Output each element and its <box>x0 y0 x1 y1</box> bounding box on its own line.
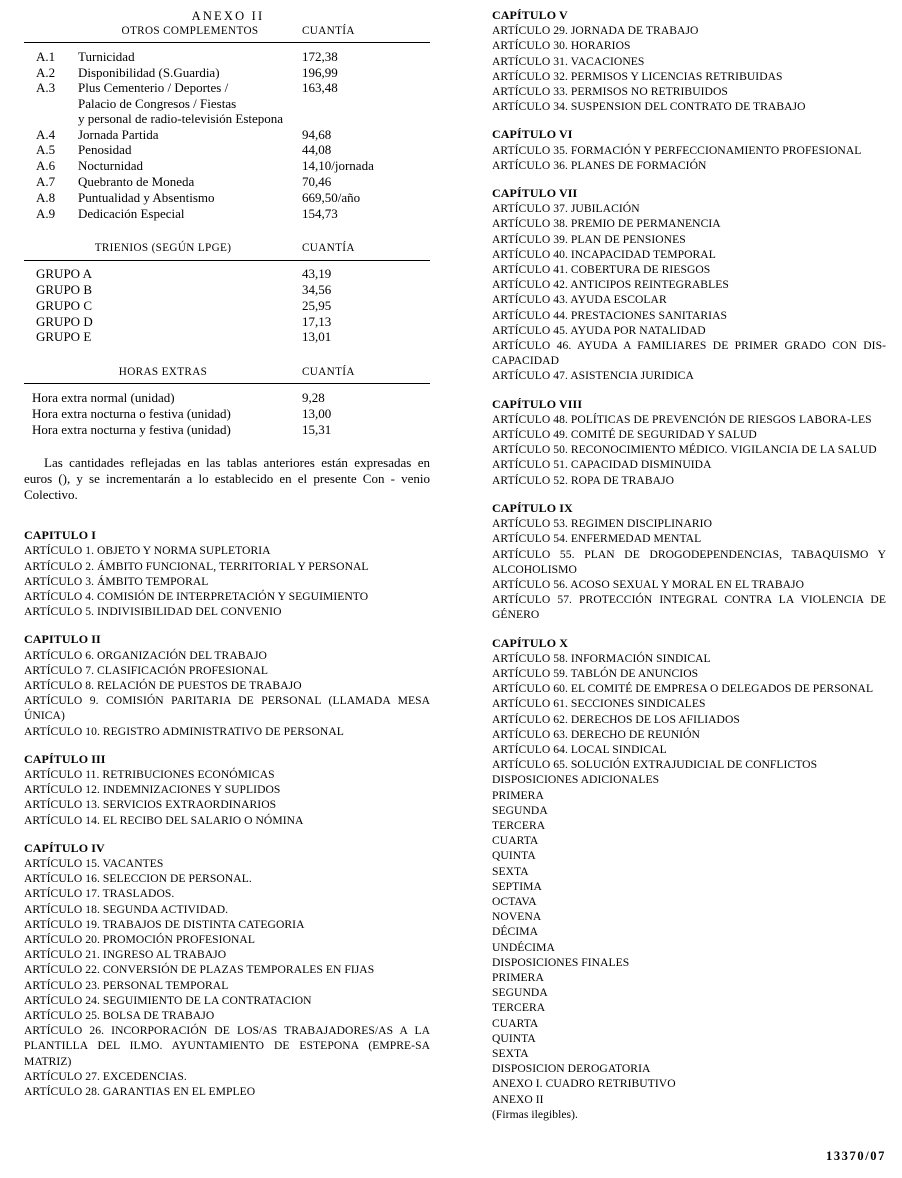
table-trienios <box>24 241 430 345</box>
chapter-heading: CAPÍTULO VIII <box>492 396 583 411</box>
chapter-heading: CAPITULO I <box>24 528 97 543</box>
index-entry: ARTÍCULO 33. PERMISOS NO RETRIBUIDOS <box>492 85 728 99</box>
row-name-line-2: Palacio de Congresos / Fiestas <box>78 95 237 111</box>
index-entry: ARTÍCULO 26. INCORPORACIÓN DE LOS/AS TRABAJADORES/AS A LA PLANTILLA DEL ILMO. AYUNTAMIENTO DE ESTEPONA (EMPRE-SA MATRIZ) <box>24 1024 430 1068</box>
reference-code: 13370/07 <box>825 1149 886 1163</box>
index-entry: ARTÍCULO 21. INGRESO AL TRABAJO <box>24 948 227 962</box>
row-name: Penosidad <box>78 142 132 158</box>
horizontal-rule <box>24 383 430 384</box>
row-amount: 9,28 <box>302 389 325 405</box>
index-entry: ARTÍCULO 3. ÁMBITO TEMPORAL <box>24 574 209 588</box>
row-name: Disponibilidad (S.Guardia) <box>78 64 220 80</box>
table-row <box>24 190 430 206</box>
row-name: Jornada Partida <box>78 126 159 142</box>
table-row <box>24 314 430 330</box>
index-entry: ARTÍCULO 18. SEGUNDA ACTIVIDAD. <box>24 902 229 916</box>
chapter-heading: CAPÍTULO III <box>24 751 106 766</box>
chapter-heading: CAPÍTULO IV <box>24 840 105 855</box>
index-entry: CUARTA <box>492 1016 539 1030</box>
index-entry: CUARTA <box>492 834 539 848</box>
index-entry: ARTÍCULO 30. HORARIOS <box>492 39 631 53</box>
index-entry: ARTÍCULO 40. INCAPACIDAD TEMPORAL <box>492 247 716 261</box>
row-name: Hora extra nocturna y festiva (unidad) <box>32 421 231 437</box>
row-amount: 25,95 <box>302 297 332 313</box>
row-amount: 669,50/año <box>302 189 361 205</box>
index-entry: ARTÍCULO 51. CAPACIDAD DISMINUIDA <box>492 458 712 472</box>
index-entry: ARTÍCULO 12. INDEMNIZACIONES Y SUPLIDOS <box>24 783 281 797</box>
index-entry: ARTÍCULO 56. ACOSO SEXUAL Y MORAL EN EL TRABAJO <box>492 577 805 591</box>
row-name: Puntualidad y Absentismo <box>78 189 215 205</box>
index-entry: DÉCIMA <box>492 925 539 939</box>
index-entry: PRIMERA <box>492 788 544 802</box>
column-header-amount: CUANTÍA <box>302 25 355 37</box>
index-entry: ARTÍCULO 47. ASISTENCIA JURIDICA <box>492 369 694 383</box>
index-entry: ARTÍCULO 63. DERECHO DE REUNIÓN <box>492 727 700 741</box>
row-name: GRUPO C <box>36 297 92 313</box>
header-spacer <box>24 24 78 42</box>
index-entry: ARTÍCULO 45. AYUDA POR NATALIDAD <box>492 323 706 337</box>
index-entry: ARTÍCULO 22. CONVERSIÓN DE PLAZAS TEMPORALES EN FIJAS <box>24 963 375 977</box>
index-entry: ARTÍCULO 43. AYUDA ESCOLAR <box>492 293 667 307</box>
row-name: GRUPO D <box>36 313 93 329</box>
index-entry: ARTÍCULO 41. COBERTURA DE RIESGOS <box>492 263 711 277</box>
index-entry: ARTÍCULO 50. RECONOCIMIENTO MÉDICO. VIGILANCIA DE LA SALUD <box>492 443 877 457</box>
index-entry: ARTÍCULO 31. VACACIONES <box>492 54 645 68</box>
row-code: A.1 <box>36 48 56 64</box>
table-row <box>24 80 430 126</box>
column-header-amount: CUANTÍA <box>302 366 355 379</box>
column-header-label: OTROS COMPLEMENTOS <box>121 25 259 37</box>
index-entry: DISPOSICIONES FINALES <box>492 955 630 969</box>
row-amount: 163,48 <box>302 80 338 96</box>
row-amount: 94,68 <box>302 126 332 142</box>
index-entry: ARTÍCULO 32. PERMISOS Y LICENCIAS RETRIBUIDAS <box>492 69 783 83</box>
row-name: GRUPO E <box>36 329 92 345</box>
row-name: Nocturnidad <box>78 158 143 174</box>
index-entry: SEXTA <box>492 864 529 878</box>
table-row <box>24 298 430 314</box>
row-name: Hora extra normal (unidad) <box>32 389 175 405</box>
row-name-line-3: y personal de radio-televisión Estepona <box>78 110 284 126</box>
table-row <box>24 422 430 438</box>
index-entry: ARTÍCULO 49. COMITÉ DE SEGURIDAD Y SALUD <box>492 428 757 442</box>
index-entry: ARTÍCULO 6. ORGANIZACIÓN DEL TRABAJO <box>24 648 267 662</box>
table-row <box>24 174 430 190</box>
index-entry: DISPOSICIONES ADICIONALES <box>492 773 660 787</box>
chapter-heading: CAPITULO II <box>24 632 101 647</box>
row-amount: 172,38 <box>302 48 338 64</box>
table-header-row <box>24 241 430 259</box>
row-code: A.4 <box>36 126 56 142</box>
row-code: A.3 <box>36 80 56 96</box>
right-column <box>492 0 886 1122</box>
index-entry: SEXTA <box>492 1047 529 1060</box>
index-left <box>24 528 430 1099</box>
index-entry: ARTÍCULO 13. SERVICIOS EXTRAORDINARIOS <box>24 798 277 812</box>
index-entry: SEGUNDA <box>492 803 548 817</box>
index-entry: ARTÍCULO 27. EXCEDENCIAS. <box>24 1069 187 1083</box>
horizontal-rule <box>24 42 430 43</box>
table-row <box>24 49 430 65</box>
table-otros-complementos <box>24 24 430 221</box>
index-entry: QUINTA <box>492 849 536 863</box>
row-amount: 154,73 <box>302 205 338 221</box>
index-entry: ARTÍCULO 8. RELACIÓN DE PUESTOS DE TRABAJO <box>24 678 302 692</box>
row-code: A.7 <box>36 173 56 189</box>
index-entry: ARTÍCULO 42. ANTICIPOS REINTEGRABLES <box>492 278 729 292</box>
header-rule-cell <box>24 42 430 49</box>
index-entry: ARTÍCULO 23. PERSONAL TEMPORAL <box>24 978 229 992</box>
table-row <box>24 282 430 298</box>
row-name: Dedicación Especial <box>78 205 185 221</box>
row-name-line-1: Plus Cementerio / Deportes / <box>78 80 229 96</box>
table-header-row <box>24 365 430 383</box>
row-name: Hora extra nocturna o festiva (unidad) <box>32 405 231 421</box>
table-header-row <box>24 24 430 42</box>
table-row <box>24 65 430 81</box>
index-entry: ARTÍCULO 62. DERECHOS DE LOS AFILIADOS <box>492 712 740 726</box>
row-amount: 15,31 <box>302 421 332 437</box>
table-row <box>24 127 430 143</box>
index-entry: ARTÍCULO 16. SELECCION DE PERSONAL. <box>24 872 252 886</box>
row-code: A.2 <box>36 64 56 80</box>
table-row <box>24 406 430 422</box>
row-amount: 44,08 <box>302 142 332 158</box>
row-amount: 70,46 <box>302 173 332 189</box>
index-entry: ARTÍCULO 19. TRABAJOS DE DISTINTA CATEGORIA <box>24 917 305 931</box>
row-name-multiline <box>78 80 302 126</box>
row-name: Quebranto de Moneda <box>78 173 195 189</box>
row-code: A.8 <box>36 189 56 205</box>
table-row <box>24 142 430 158</box>
index-entry: ARTÍCULO 58. INFORMACIÓN SINDICAL <box>492 651 711 665</box>
table-row <box>24 266 430 282</box>
header-rule-row <box>24 42 430 49</box>
index-entry: TERCERA <box>492 1001 546 1015</box>
row-amount: 14,10/jornada <box>302 158 374 174</box>
index-entry: ARTÍCULO 46. AYUDA A FAMILIARES DE PRIMER GRADO CON DIS-CAPACIDAD <box>492 339 886 368</box>
header-rule-row <box>24 383 430 390</box>
row-name: Turnicidad <box>78 48 135 64</box>
column-header-label: HORAS EXTRAS <box>118 366 208 379</box>
index-entry: ARTÍCULO 55. PLAN DE DROGODEPENDENCIAS, TABAQUISMO Y ALCOHOLISMO <box>492 547 886 576</box>
index-entry: ARTÍCULO 38. PREMIO DE PERMANENCIA <box>492 217 721 231</box>
index-entry: ARTÍCULO 20. PROMOCIÓN PROFESIONAL <box>24 933 255 946</box>
row-amount: 34,56 <box>302 281 332 297</box>
horizontal-rule <box>24 260 430 261</box>
index-entry: OCTAVA <box>492 894 537 908</box>
index-entry: ARTÍCULO 57. PROTECCIÓN INTEGRAL CONTRA LA VIOLENCIA DE GÉNERO <box>492 593 886 622</box>
index-entry: ARTÍCULO 44. PRESTACIONES SANITARIAS <box>492 308 727 322</box>
chapter-heading: CAPÍTULO V <box>492 8 568 22</box>
index-entry: ARTÍCULO 60. EL COMITÉ DE EMPRESA O DELEGADOS DE PERSONAL <box>492 682 874 696</box>
index-entry: UNDÉCIMA <box>492 940 555 954</box>
row-code: A.9 <box>36 205 56 221</box>
index-entry: NOVENA <box>492 910 542 924</box>
row-name: GRUPO B <box>36 281 92 297</box>
index-entry: ARTÍCULO 59. TABLÓN DE ANUNCIOS <box>492 666 699 680</box>
index-entry: ARTÍCULO 36. PLANES DE FORMACIÓN <box>492 158 707 172</box>
index-entry: ARTÍCULO 29. JORNADA DE TRABAJO <box>492 24 699 38</box>
index-entry: ARTÍCULO 4. COMISIÓN DE INTERPRETACIÓN Y SEGUIMIENTO <box>24 589 369 603</box>
index-entry: ARTÍCULO 54. ENFERMEDAD MENTAL <box>492 532 702 546</box>
index-entry: DISPOSICION DEROGATORIA <box>492 1062 651 1076</box>
index-entry: ARTÍCULO 61. SECCIONES SINDICALES <box>492 697 706 711</box>
index-entry: ARTÍCULO 17. TRASLADOS. <box>24 887 175 901</box>
index-entry: ARTÍCULO 10. REGISTRO ADMINISTRATIVO DE PERSONAL <box>24 724 344 738</box>
table-row <box>24 158 430 174</box>
row-code: A.5 <box>36 142 56 158</box>
left-column <box>24 0 430 1099</box>
index-entry: SEGUNDA <box>492 986 548 1000</box>
row-amount: 196,99 <box>302 64 338 80</box>
chapter-heading: CAPÍTULO X <box>492 635 569 650</box>
index-entry: ARTÍCULO 65. SOLUCIÓN EXTRAJUDICIAL DE CONFLICTOS <box>492 758 818 772</box>
index-entry: ARTÍCULO 37. JUBILACIÓN <box>492 202 640 216</box>
index-entry: ARTÍCULO 1. OBJETO Y NORMA SUPLETORIA <box>24 544 271 558</box>
column-header-amount: CUANTÍA <box>302 242 355 255</box>
index-entry: QUINTA <box>492 1031 536 1045</box>
header-rule-cell <box>24 260 430 267</box>
index-entry: ARTÍCULO 15. VACANTES <box>24 856 164 870</box>
header-rule-row <box>24 260 430 267</box>
table-gap <box>24 221 430 241</box>
table-gap <box>24 345 430 365</box>
table-row <box>24 390 430 406</box>
row-amount: 17,13 <box>302 313 332 329</box>
row-name: GRUPO A <box>36 266 92 282</box>
index-entry: ARTÍCULO 9. COMISIÓN PARITARIA DE PERSONAL (LLAMADA MESA ÚNICA) <box>24 694 430 723</box>
column-header-label: TRIENIOS (SEGÚN LPGE) <box>94 242 232 255</box>
index-entry: ARTÍCULO 28. GARANTIAS EN EL EMPLEO <box>24 1085 256 1099</box>
index-entry: ARTÍCULO 52. ROPA DE TRABAJO <box>492 473 675 487</box>
index-entry: ARTÍCULO 5. INDIVISIBILIDAD DEL CONVENIO <box>24 605 282 619</box>
index-entry: ANEXO I. CUADRO RETRIBUTIVO <box>492 1077 676 1091</box>
index-entry: ARTÍCULO 39. PLAN DE PENSIONES <box>492 232 686 246</box>
chapter-heading: CAPÍTULO VII <box>492 186 578 201</box>
index-entry: ANEXO II <box>492 1092 544 1106</box>
header-rule-cell <box>24 383 430 390</box>
table-row <box>24 206 430 222</box>
index-entry: ARTÍCULO 2. ÁMBITO FUNCIONAL, TERRITORIAL Y PERSONAL <box>24 559 369 573</box>
index-entry: ARTÍCULO 11. RETRIBUCIONES ECONÓMICAS <box>24 767 275 781</box>
table-otros-complementos-body <box>24 24 430 221</box>
index-entry: PRIMERA <box>492 970 544 984</box>
chapter-heading: CAPÍTULO VI <box>492 127 573 142</box>
row-code: A.6 <box>36 158 56 174</box>
table-horas-extras-body <box>24 365 430 437</box>
chapter-heading: CAPÍTULO IX <box>492 500 573 515</box>
index-entry: ARTÍCULO 34. SUSPENSION DEL CONTRATO DE TRABAJO <box>492 100 806 114</box>
index-entry: ARTÍCULO 53. REGIMEN DISCIPLINARIO <box>492 517 712 531</box>
row-amount: 13,00 <box>302 405 332 421</box>
row-amount: 43,19 <box>302 266 332 282</box>
index-entry: SEPTIMA <box>492 879 542 893</box>
index-entry: ARTÍCULO 64. LOCAL SINDICAL <box>492 742 667 756</box>
index-right <box>492 8 886 1122</box>
index-entry: ARTÍCULO 7. CLASIFICACIÓN PROFESIONAL <box>24 663 268 677</box>
index-entry: ARTÍCULO 35. FORMACIÓN Y PERFECCIONAMIENTO PROFESIONAL <box>492 143 862 157</box>
page-title: ANEXO II <box>191 9 265 23</box>
table-row <box>24 329 430 345</box>
table-horas-extras <box>24 365 430 437</box>
row-amount: 13,01 <box>302 329 332 345</box>
index-entry: (Firmas ilegibles). <box>492 1107 578 1121</box>
index-entry: ARTÍCULO 48. POLÍTICAS DE PREVENCIÓN DE RIESGOS LABORA-LES <box>492 412 872 426</box>
table-trienios-body <box>24 241 430 345</box>
index-entry: ARTÍCULO 14. EL RECIBO DEL SALARIO O NÓMINA <box>24 813 304 827</box>
index-entry: ARTÍCULO 25. BOLSA DE TRABAJO <box>24 1009 215 1023</box>
index-entry: ARTÍCULO 24. SEGUIMIENTO DE LA CONTRATACION <box>24 993 312 1007</box>
index-entry: TERCERA <box>492 818 546 832</box>
intro-paragraph: Las cantidades reflejadas en las tablas anteriores están expresadas en euros (), y se incrementarán a lo establecido en el presente Con - venio Colectivo. <box>24 455 430 502</box>
